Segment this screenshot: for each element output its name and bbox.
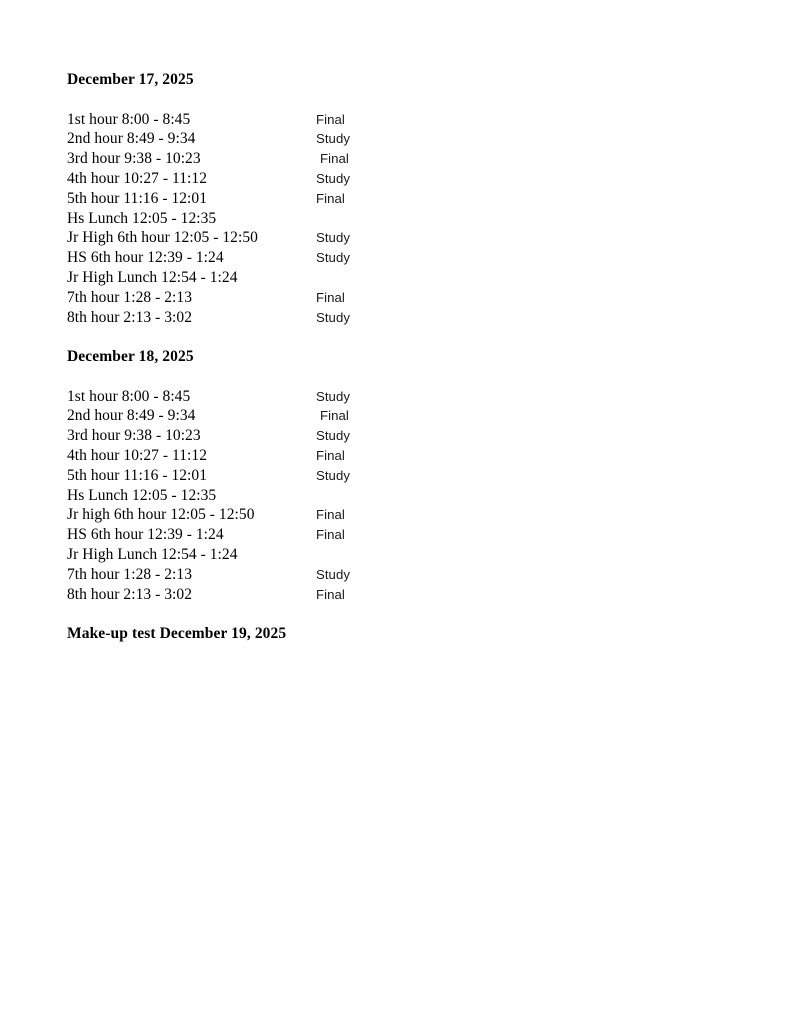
period-time-label: HS 6th hour 12:39 - 1:24 (67, 249, 224, 267)
period-status-label: Study (316, 131, 350, 147)
period-time-label: 3rd hour 9:38 - 10:23 (67, 150, 201, 168)
makeup-test-note: Make-up test December 19, 2025 (67, 624, 287, 642)
schedule-row (67, 228, 727, 248)
schedule-row-list (67, 110, 727, 328)
schedule-row (67, 525, 727, 545)
period-time-label: 7th hour 1:28 - 2:13 (67, 288, 192, 306)
period-time-label: Hs Lunch 12:05 - 12:35 (67, 209, 217, 227)
schedule-row-list (67, 387, 727, 605)
period-status-label: Study (316, 230, 350, 246)
schedule-row (67, 209, 727, 229)
period-status-label: Final (316, 190, 345, 206)
period-time-label: Jr High 6th hour 12:05 - 12:50 (67, 229, 258, 247)
period-time-label: 8th hour 2:13 - 3:02 (67, 585, 192, 603)
period-time-label: HS 6th hour 12:39 - 1:24 (67, 526, 224, 544)
period-time-label: 2nd hour 8:49 - 9:34 (67, 130, 196, 148)
period-status-label: Study (316, 250, 350, 266)
schedule-row (67, 466, 727, 486)
period-status-label: Final (316, 289, 345, 305)
schedule-row (67, 585, 727, 605)
period-time-label: Jr High Lunch 12:54 - 1:24 (67, 268, 238, 286)
period-time-label: Hs Lunch 12:05 - 12:35 (67, 486, 217, 504)
period-status-label: Study (316, 309, 350, 325)
period-status-label: Study (316, 428, 350, 444)
period-status-label: Final (316, 586, 345, 602)
period-time-label: 4th hour 10:27 - 11:12 (67, 446, 208, 464)
period-status-label: Study (316, 388, 350, 404)
period-time-label: 4th hour 10:27 - 11:12 (67, 169, 208, 187)
schedule-section (67, 347, 727, 604)
schedule-section (67, 70, 727, 327)
period-status-label: Final (320, 151, 349, 167)
period-status-label: Study (316, 170, 350, 186)
period-status-label: Final (320, 408, 349, 424)
schedule-sections (67, 70, 727, 604)
period-time-label: 5th hour 11:16 - 12:01 (67, 466, 208, 484)
heading-spacer (67, 90, 727, 110)
period-time-label: 5th hour 11:16 - 12:01 (67, 189, 208, 207)
period-time-label: Jr High Lunch 12:54 - 1:24 (67, 545, 238, 563)
schedule-row (67, 387, 727, 407)
period-status-label: Final (316, 527, 345, 543)
schedule-row (67, 406, 727, 426)
period-status-label: Study (316, 566, 350, 582)
schedule-row (67, 426, 727, 446)
schedule-row (67, 505, 727, 525)
schedule-row (67, 169, 727, 189)
period-time-label: 3rd hour 9:38 - 10:23 (67, 427, 201, 445)
schedule-row (67, 189, 727, 209)
schedule-row (67, 565, 727, 585)
period-time-label: Jr high 6th hour 12:05 - 12:50 (67, 506, 255, 524)
schedule-row (67, 545, 727, 565)
schedule-row (67, 268, 727, 288)
period-time-label: 7th hour 1:28 - 2:13 (67, 565, 192, 583)
schedule-row (67, 110, 727, 130)
schedule-content (67, 70, 727, 644)
schedule-row (67, 248, 727, 268)
footer-spacer (67, 604, 727, 624)
section-date-heading: December 17, 2025 (67, 71, 194, 88)
period-time-label: 2nd hour 8:49 - 9:34 (67, 407, 196, 425)
period-status-label: Final (316, 111, 345, 127)
schedule-row (67, 149, 727, 169)
schedule-row (67, 308, 727, 328)
period-status-label: Final (316, 507, 345, 523)
schedule-row (67, 486, 727, 506)
schedule-row (67, 288, 727, 308)
section-gap (67, 327, 727, 347)
schedule-row (67, 129, 727, 149)
heading-spacer (67, 367, 727, 387)
period-status-label: Study (316, 467, 350, 483)
schedule-row (67, 446, 727, 466)
period-time-label: 1st hour 8:00 - 8:45 (67, 110, 191, 128)
period-status-label: Final (316, 447, 345, 463)
period-time-label: 1st hour 8:00 - 8:45 (67, 387, 191, 405)
section-date-heading: December 18, 2025 (67, 347, 194, 365)
period-time-label: 8th hour 2:13 - 3:02 (67, 308, 192, 326)
